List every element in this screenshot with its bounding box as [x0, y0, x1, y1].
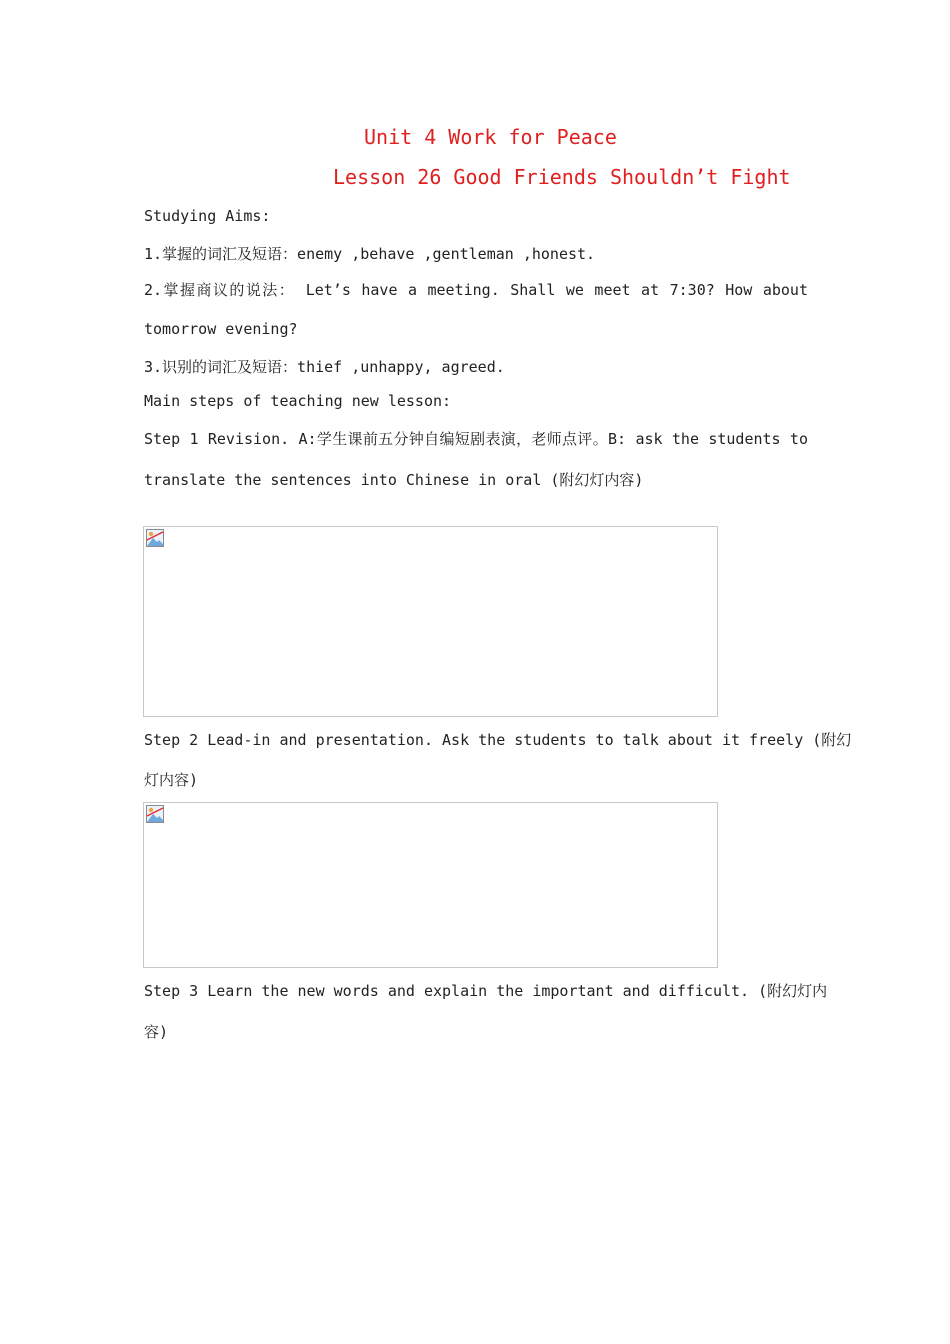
step-2-line-1: Step 2 Lead-in and presentation. Ask the students to talk about it freely (附幻	[144, 731, 852, 749]
aim-2: 2.掌握商议的说法： Let’s have a meeting. Shall we meet at 7:30? How about	[144, 281, 808, 299]
broken-image-icon	[146, 805, 164, 823]
unit-title: Unit 4 Work for Peace	[364, 125, 617, 149]
slide-image-placeholder	[143, 526, 718, 717]
step-3-line-2: 容)	[144, 1023, 169, 1041]
aim-3: 3.识别的词汇及短语：thief ,unhappy, agreed.	[144, 358, 505, 376]
aim-1: 1.掌握的词汇及短语：enemy ,behave ,gentleman ,honest.	[144, 245, 596, 263]
step-3-line-1: Step 3 Learn the new words and explain the important and difficult. (附幻灯内	[144, 982, 828, 1000]
step-1-line-2: translate the sentences into Chinese in oral (附幻灯内容)	[144, 471, 644, 489]
slide-image-placeholder	[143, 802, 718, 968]
step-1-line-1: Step 1 Revision. A:学生课前五分钟自编短剧表演，老师点评。B: ask the students to	[144, 430, 808, 448]
main-steps-heading: Main steps of teaching new lesson:	[144, 392, 452, 410]
aim-2-continued: tomorrow evening?	[144, 320, 298, 338]
lesson-title: Lesson 26 Good Friends Shouldn’t Fight	[333, 165, 791, 189]
broken-image-icon	[146, 529, 164, 547]
step-2-line-2: 灯内容)	[144, 771, 199, 789]
studying-aims-heading: Studying Aims:	[144, 207, 271, 225]
